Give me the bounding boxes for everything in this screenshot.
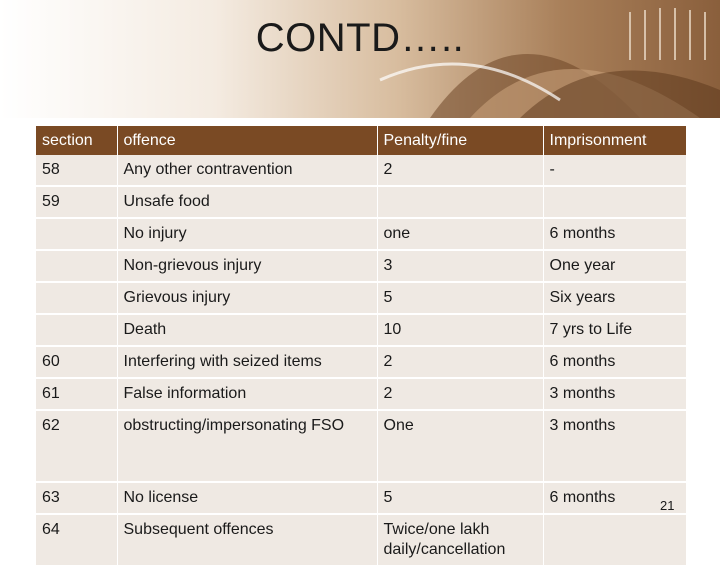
cell-imprisonment: One year <box>543 250 686 282</box>
cell-offence: Death <box>117 314 377 346</box>
cell-offence: No injury <box>117 218 377 250</box>
cell-offence: Unsafe food <box>117 186 377 218</box>
cell-section: 64 <box>36 514 117 566</box>
cell-penalty: One <box>377 410 543 482</box>
cell-section: 62 <box>36 410 117 482</box>
cell-offence: Any other contravention <box>117 155 377 186</box>
cell-offence: Grievous injury <box>117 282 377 314</box>
table-row <box>36 186 686 218</box>
header-penalty: Penalty/fine <box>377 126 543 155</box>
cell-imprisonment: Six years <box>543 282 686 314</box>
cell-offence: False information <box>117 378 377 410</box>
table-row <box>36 514 686 566</box>
table-row <box>36 346 686 378</box>
table-row <box>36 155 686 186</box>
cell-imprisonment <box>543 514 686 566</box>
table-header-row <box>36 126 686 155</box>
cell-imprisonment: - <box>543 155 686 186</box>
table-row <box>36 282 686 314</box>
cell-penalty: 3 <box>377 250 543 282</box>
table-row <box>36 314 686 346</box>
cell-section: 58 <box>36 155 117 186</box>
cell-section <box>36 282 117 314</box>
table-row <box>36 482 686 514</box>
cell-imprisonment: 6 months <box>543 218 686 250</box>
cell-offence: Non-grievous injury <box>117 250 377 282</box>
cell-penalty: 2 <box>377 155 543 186</box>
header-section: section <box>36 126 117 155</box>
cell-section: 59 <box>36 186 117 218</box>
cell-imprisonment: 3 months <box>543 410 686 482</box>
cell-section: 63 <box>36 482 117 514</box>
cell-offence: Subsequent offences <box>117 514 377 566</box>
offence-penalty-table <box>36 126 686 567</box>
cell-offence: Interfering with seized items <box>117 346 377 378</box>
cell-section <box>36 218 117 250</box>
cell-penalty: 5 <box>377 282 543 314</box>
cell-penalty: 2 <box>377 378 543 410</box>
cell-imprisonment: 7 yrs to Life <box>543 314 686 346</box>
cell-penalty: 5 <box>377 482 543 514</box>
cell-penalty: Twice/one lakh daily/cancellation <box>377 514 543 566</box>
cell-imprisonment: 6 months <box>543 346 686 378</box>
header-offence: offence <box>117 126 377 155</box>
cell-penalty: 2 <box>377 346 543 378</box>
cell-penalty <box>377 186 543 218</box>
page-number: 21 <box>660 498 675 513</box>
slide-header <box>0 0 720 118</box>
cell-imprisonment: 6 months <box>543 482 686 514</box>
table-row <box>36 250 686 282</box>
table-row <box>36 218 686 250</box>
cell-section: 61 <box>36 378 117 410</box>
cell-imprisonment <box>543 186 686 218</box>
cell-penalty: one <box>377 218 543 250</box>
cell-section <box>36 250 117 282</box>
cell-section <box>36 314 117 346</box>
table-row <box>36 410 686 482</box>
cell-imprisonment: 3 months <box>543 378 686 410</box>
slide-title: CONTD….. <box>255 16 465 60</box>
table-row <box>36 378 686 410</box>
cell-penalty: 10 <box>377 314 543 346</box>
header-imprisonment: Imprisonment <box>543 126 686 155</box>
cell-offence: obstructing/impersonating FSO <box>117 410 377 482</box>
cell-section: 60 <box>36 346 117 378</box>
cell-offence: No license <box>117 482 377 514</box>
